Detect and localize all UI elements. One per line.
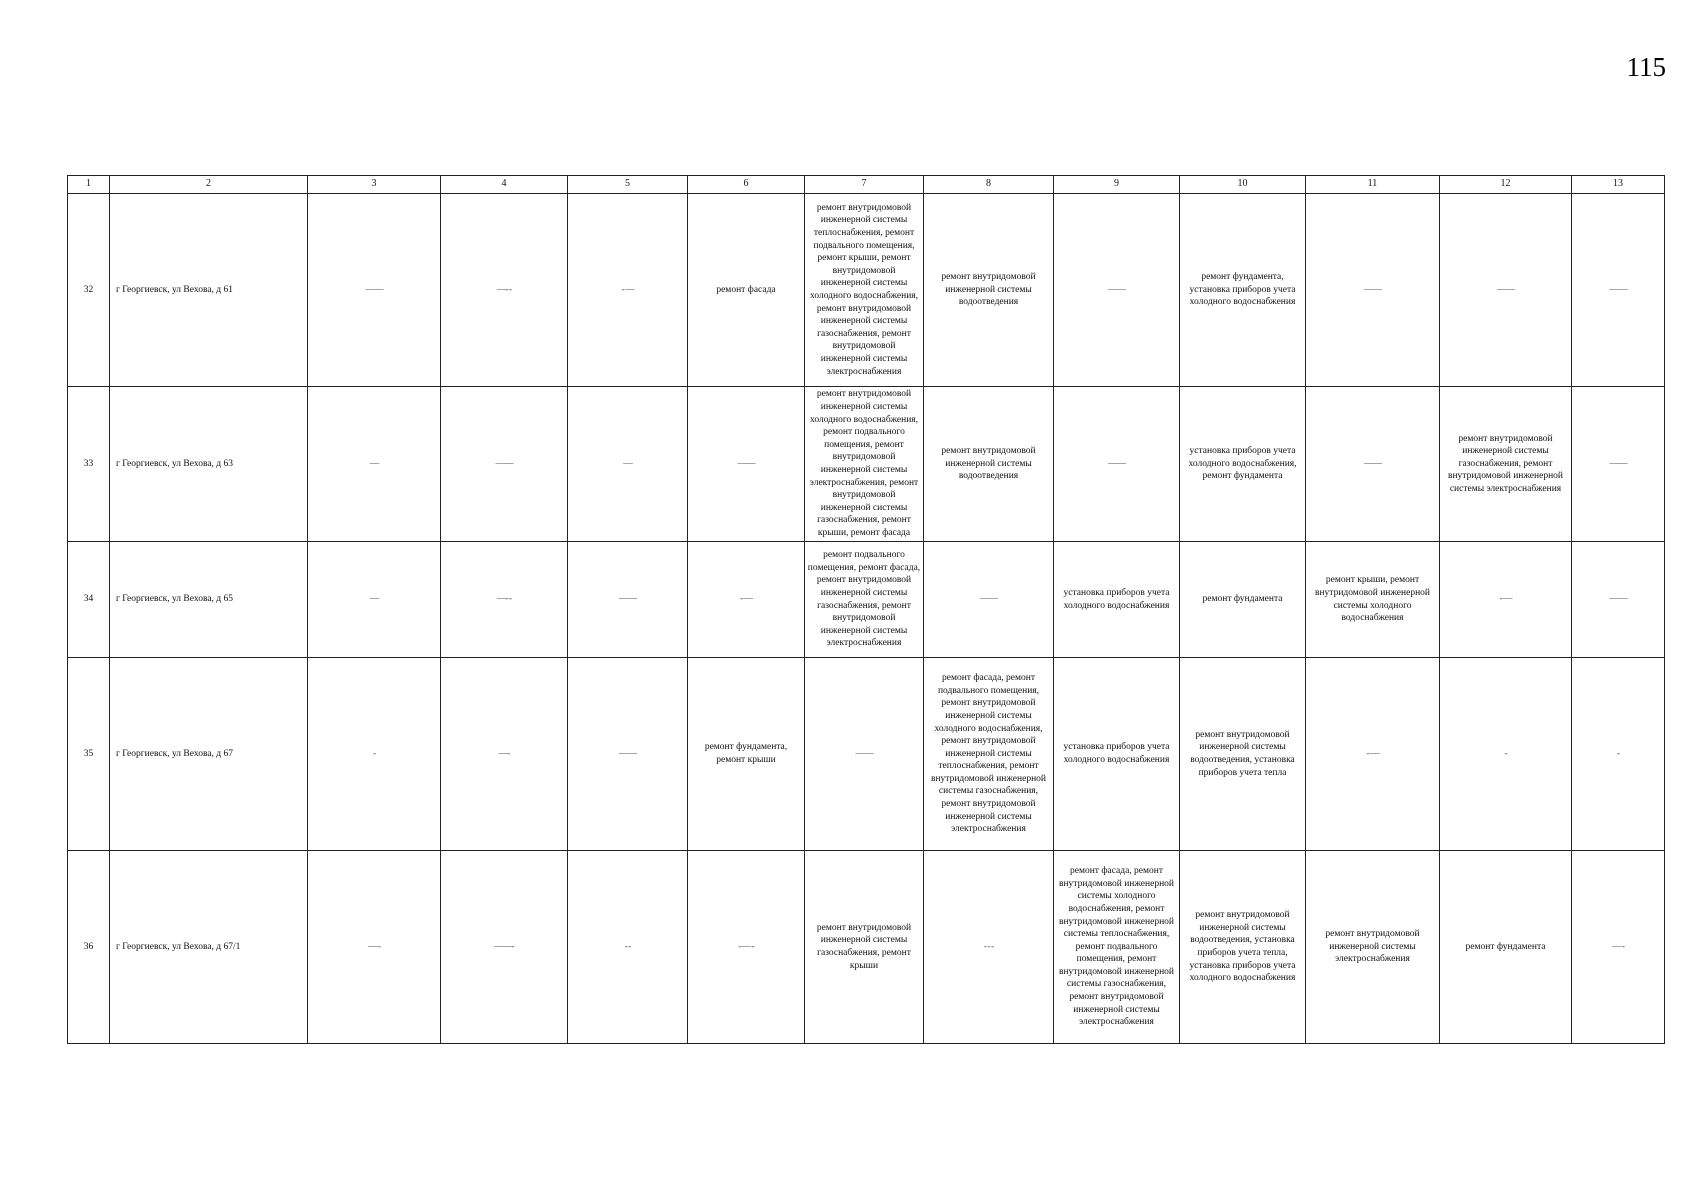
column-header: 1: [68, 176, 110, 194]
table-cell: ——: [1440, 194, 1572, 387]
column-header: 5: [568, 176, 688, 194]
table-cell: ——: [308, 194, 441, 387]
column-header: 2: [110, 176, 308, 194]
table-cell: ремонт фасада, ремонт внутридомовой инженерной системы холодного водоснабжения, ремонт внутридомовой инженерной системы теплоснабжения, ремонт подвального помещения, ремонт внутридомовой инженерной системы газоснабжения, ремонт внутридомовой инженерной системы электроснабжения: [1054, 851, 1180, 1044]
table-cell: - —: [1306, 658, 1440, 851]
table-cell: ——: [688, 387, 805, 542]
table-cell: ——: [924, 542, 1054, 658]
table-cell: ——: [1572, 194, 1665, 387]
table-row: [68, 658, 1665, 851]
table-cell: - — -: [688, 851, 805, 1044]
row-number: 33: [68, 387, 110, 542]
table-cell: — -: [308, 851, 441, 1044]
repair-works-table: [67, 175, 1665, 1044]
table-cell: ремонт фундамента, установка приборов учета холодного водоснабжения: [1180, 194, 1306, 387]
address-cell: г Георгиевск, ул Вехова, д 61: [110, 194, 308, 387]
table-cell: ремонт фундамента: [1440, 851, 1572, 1044]
table-cell: установка приборов учета холодного водоснабжения: [1054, 658, 1180, 851]
column-header: 7: [805, 176, 924, 194]
table-cell: ——: [1572, 542, 1665, 658]
table-cell: ——: [1306, 194, 1440, 387]
row-number: 35: [68, 658, 110, 851]
column-header: 11: [1306, 176, 1440, 194]
table-cell: ремонт внутридомовой инженерной системы водоотведения, установка приборов учета тепла: [1180, 658, 1306, 851]
table-cell: установка приборов учета холодного водоснабжения: [1054, 542, 1180, 658]
table-cell: —: [308, 542, 441, 658]
column-number-row: [68, 176, 1665, 194]
table-cell: ——: [568, 542, 688, 658]
column-header: 3: [308, 176, 441, 194]
column-header: 9: [1054, 176, 1180, 194]
table-cell: ремонт фасада, ремонт подвального помещения, ремонт внутридомовой инженерной системы холодного водоснабжения, ремонт внутридомовой инженерной системы теплоснабжения, ремонт внутридомовой инженерной системы газоснабжения, ремонт внутридомовой инженерной системы электроснабжения: [924, 658, 1054, 851]
table-cell: —- -: [441, 194, 568, 387]
table-cell: ремонт внутридомовой инженерной системы водоотведения, установка приборов учета тепла, установка приборов учета холодного водоснабжения: [1180, 851, 1306, 1044]
table-cell: ремонт фундамента: [1180, 542, 1306, 658]
column-header: 10: [1180, 176, 1306, 194]
column-header: 4: [441, 176, 568, 194]
table-row: [68, 542, 1665, 658]
table-cell: ремонт крыши, ремонт внутридомовой инженерной системы холодного водоснабжения: [1306, 542, 1440, 658]
table-cell: —: [568, 387, 688, 542]
table-cell: - —: [688, 542, 805, 658]
table-cell: ремонт подвального помещения, ремонт фасада, ремонт внутридомовой инженерной системы газоснабжения, ремонт внутридомовой инженерной системы электроснабжения: [805, 542, 924, 658]
table-cell: —: [308, 387, 441, 542]
table-row: [68, 851, 1665, 1044]
column-header: 8: [924, 176, 1054, 194]
table-cell: -: [308, 658, 441, 851]
table-cell: - —: [1440, 542, 1572, 658]
table-cell: ремонт фундамента, ремонт крыши: [688, 658, 805, 851]
page-number: 115: [1626, 52, 1666, 82]
table-cell: —- -: [441, 542, 568, 658]
table-cell: -: [1440, 658, 1572, 851]
table-cell: ремонт внутридомовой инженерной системы газоснабжения, ремонт внутридомовой инженерной системы электроснабжения: [1440, 387, 1572, 542]
address-cell: г Георгиевск, ул Вехова, д 65: [110, 542, 308, 658]
table-cell: ремонт внутридомовой инженерной системы холодного водоснабжения, ремонт подвального помещения, ремонт внутридомовой инженерной системы электроснабжения, ремонт внутридомовой инженерной системы газоснабжения, ремонт крыши, ремонт фасада: [805, 387, 924, 542]
address-cell: г Георгиевск, ул Вехова, д 63: [110, 387, 308, 542]
column-header: 6: [688, 176, 805, 194]
table-cell: ремонт внутридомовой инженерной системы газоснабжения, ремонт крыши: [805, 851, 924, 1044]
table-cell: ——: [1054, 194, 1180, 387]
table-cell: ——: [1572, 387, 1665, 542]
table-cell: ——: [568, 658, 688, 851]
table-cell: ——: [441, 387, 568, 542]
table-cell: ремонт внутридомовой инженерной системы электроснабжения: [1306, 851, 1440, 1044]
row-number: 36: [68, 851, 110, 1044]
table-cell: ремонт внутридомовой инженерной системы теплоснабжения, ремонт подвального помещения, ремонт крыши, ремонт внутридомовой инженерной системы холодного водоснабжения, ремонт внутридомовой инженерной системы газоснабжения, ремонт внутридомовой инженерной системы электроснабжения: [805, 194, 924, 387]
table-cell: ——: [805, 658, 924, 851]
address-cell: г Георгиевск, ул Вехова, д 67/1: [110, 851, 308, 1044]
table-cell: - - -: [924, 851, 1054, 1044]
table-row: [68, 387, 1665, 542]
table-cell: ремонт фасада: [688, 194, 805, 387]
column-header: 12: [1440, 176, 1572, 194]
table-cell: ремонт внутридомовой инженерной системы водоотведения: [924, 194, 1054, 387]
table-cell: ремонт внутридомовой инженерной системы водоотведения: [924, 387, 1054, 542]
table-cell: ——: [1306, 387, 1440, 542]
table-cell: — -: [1572, 851, 1665, 1044]
table-cell: -: [1572, 658, 1665, 851]
table-cell: ——-: [441, 851, 568, 1044]
table-cell: —-: [441, 658, 568, 851]
row-number: 34: [68, 542, 110, 658]
address-cell: г Георгиевск, ул Вехова, д 67: [110, 658, 308, 851]
table-cell: - —: [568, 194, 688, 387]
table-row: [68, 194, 1665, 387]
row-number: 32: [68, 194, 110, 387]
column-header: 13: [1572, 176, 1665, 194]
table-cell: установка приборов учета холодного водоснабжения, ремонт фундамента: [1180, 387, 1306, 542]
table-cell: ——: [1054, 387, 1180, 542]
table-cell: - -: [568, 851, 688, 1044]
